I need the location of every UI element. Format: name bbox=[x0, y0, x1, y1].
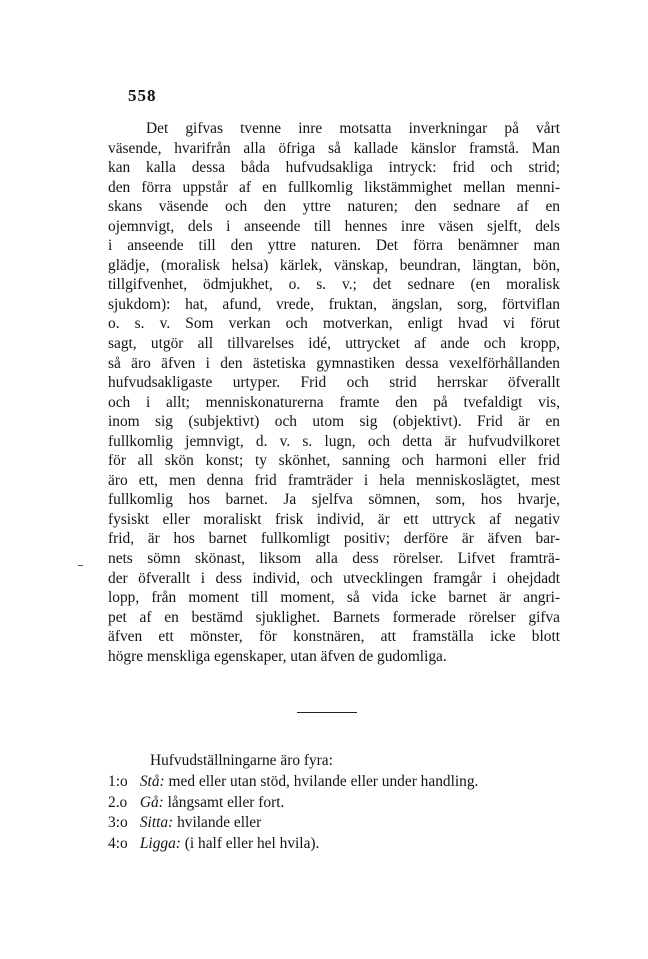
text-line: väsende, hvarifrån alla öfriga så kallade känslor framstå. Man bbox=[108, 139, 560, 157]
text-line: så äro äfven i den ästetiska gymnastiken dessa vexelförhållanden bbox=[108, 354, 560, 372]
text-line: lopp, från moment till moment, så vida icke barnet är angri- bbox=[108, 589, 560, 607]
text-line: fysiskt eller moraliskt frisk individ, är ett uttryck af negativ bbox=[108, 510, 560, 528]
text-line: sagt, utgör all tillvarelses idé, uttrycket af ande och kropp, bbox=[108, 335, 560, 353]
text-line: fullkomlig jemnvigt, d. v. s. lugn, och detta är hufvudvilkoret bbox=[108, 432, 560, 450]
text-line: Det gifvas tvenne inre motsatta inverkningar på vårt bbox=[146, 120, 560, 137]
text-line: frid, är hos barnet fullkomligt positiv; derföre är äfven bar- bbox=[108, 530, 560, 548]
body-paragraph bbox=[108, 119, 560, 666]
item-text: med eller utan stöd, hvilande eller under handling. bbox=[168, 773, 479, 790]
text-line: skans väsende och den yttre naturen; den sednare af en bbox=[108, 198, 560, 216]
list-item bbox=[108, 772, 478, 793]
list-title: Hufvudställningarne äro fyra: bbox=[150, 752, 333, 769]
margin-mark bbox=[78, 565, 83, 566]
item-text: hvilande eller bbox=[177, 814, 262, 831]
text-line: i anseende till den yttre naturen. Det förra benämner man bbox=[108, 237, 560, 255]
position-list bbox=[108, 772, 478, 854]
text-line: fullkomlig hos barnet. Ja sjelfva sömnen, som, hos hvarje, bbox=[108, 491, 560, 509]
text-line: den förra uppstår af en fullkomlig likstämmighet mellan menni- bbox=[108, 178, 560, 196]
text-line: der öfverallt i dess individ, och utvecklingen framgår i ohejdadt bbox=[108, 569, 560, 587]
text-line: tillgifvenhet, ödmjukhet, o. s. v.; det sednare (en moralisk bbox=[108, 276, 560, 294]
item-text: (i half eller hel hvila). bbox=[184, 834, 320, 852]
text-line: högre menskliga egenskaper, utan äfven de gudomliga. bbox=[108, 647, 447, 665]
item-number: 3:o bbox=[108, 814, 128, 831]
item-term: Sitta: bbox=[139, 814, 174, 831]
text-line: hufvudsakligaste urtyper. Frid och strid herrskar öfverallt bbox=[108, 374, 560, 392]
item-text: långsamt eller fort. bbox=[167, 793, 285, 811]
page-number: 558 bbox=[128, 86, 157, 105]
text-line: glädje, (moralisk helsa) kärlek, vänskap, beundran, längtan, bön, bbox=[108, 256, 560, 274]
list-item bbox=[108, 834, 478, 855]
text-line: sjukdom): hat, afund, vrede, fruktan, ängslan, sorg, förtviflan bbox=[108, 295, 560, 313]
item-term: Ligga: bbox=[139, 834, 181, 852]
item-term: Stå: bbox=[139, 773, 165, 790]
text-line: äfven ett mönster, för konstnären, att framställa icke blott bbox=[108, 628, 560, 646]
list-item bbox=[108, 793, 478, 814]
text-line: pet af en bestämd sjuklighet. Barnets formerade rörelser gifva bbox=[108, 608, 560, 626]
item-number: 1:o bbox=[108, 773, 128, 790]
item-term: Gå: bbox=[139, 793, 164, 811]
text-line: nets sömn skönast, liksom alla dess rörelser. Lifvet framträ- bbox=[108, 550, 560, 568]
text-line: kan kalla dessa båda hufvudsakliga intryck: frid och strid; bbox=[108, 159, 560, 177]
section-divider bbox=[297, 712, 357, 713]
item-number: 2.o bbox=[108, 793, 128, 811]
text-line: äro ett, men denna frid framträder i hela menniskoslägtet, mest bbox=[108, 471, 560, 489]
item-number: 4:o bbox=[108, 834, 128, 852]
text-line: ojemnvigt, dels i anseende till hennes inre väsen sjelft, dels bbox=[108, 217, 560, 235]
text-line: och i allt; menniskonaturerna framte den på tvefaldigt vis, bbox=[108, 393, 560, 411]
text-line: för all skön konst; ty skönhet, sanning och harmoni eller frid bbox=[108, 452, 560, 470]
list-item bbox=[108, 813, 478, 834]
text-line: o. s. v. Som verkan och motverkan, enligt hvad vi förut bbox=[108, 315, 560, 333]
text-line: inom sig (subjektivt) och utom sig (objektivt). Frid är en bbox=[108, 413, 560, 431]
